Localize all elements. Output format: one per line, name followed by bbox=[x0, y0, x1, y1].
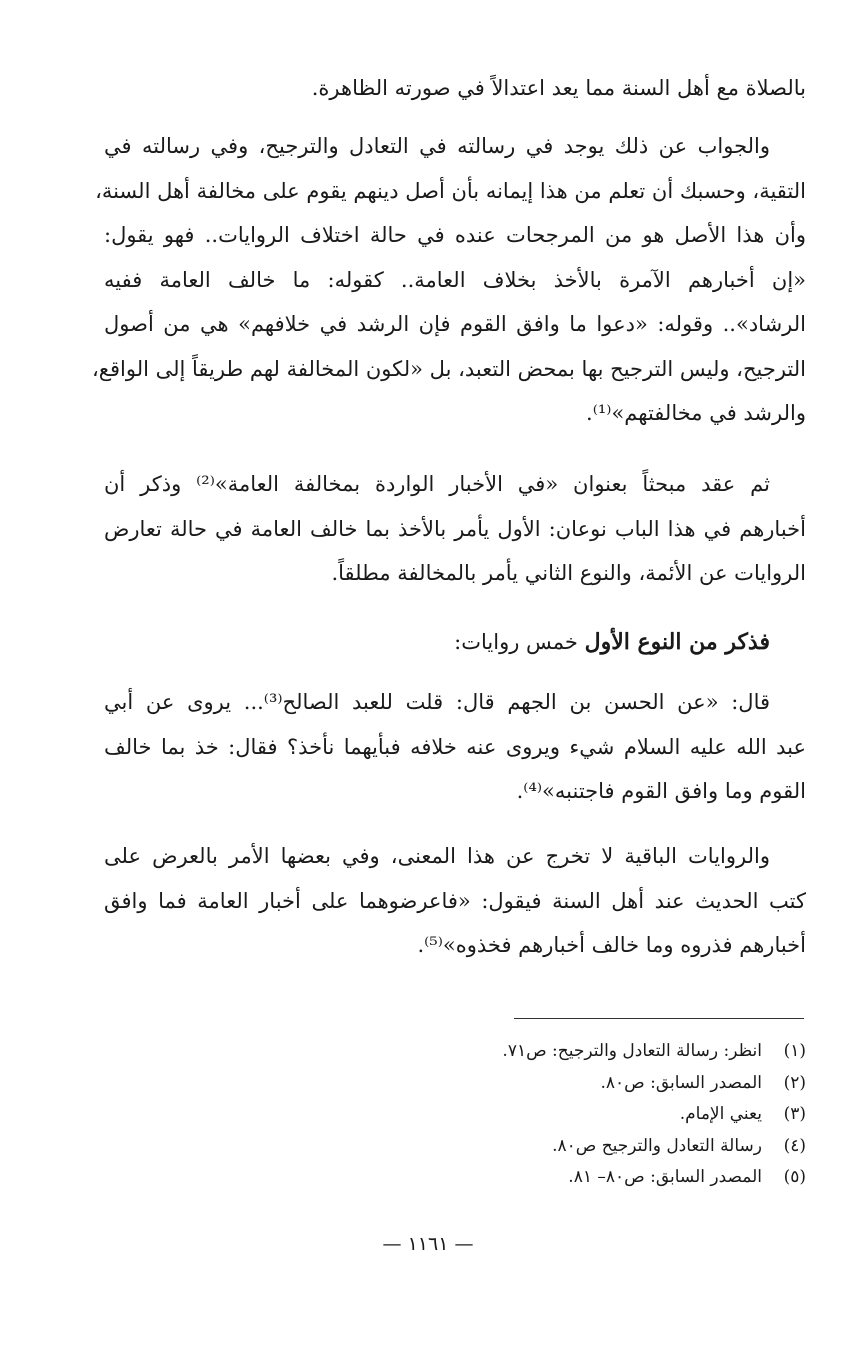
text-line: والرشد في مخالفتهم»⁽¹⁾. bbox=[586, 401, 806, 425]
footnote-text: يعني الإمام. bbox=[679, 1104, 762, 1124]
footnote-number: (١) bbox=[783, 1041, 806, 1061]
footnotes bbox=[306, 1036, 806, 1194]
text-line: أخبارهم في هذا الباب نوعان: الأول يأمر بالأخذ بما خالف العامة في حالة تعارض bbox=[104, 516, 806, 541]
footnote-text: انظر: رسالة التعادل والترجيح: ص٧١. bbox=[502, 1041, 762, 1061]
text-line: بالصلاة مع أهل السنة مما يعد اعتدالاً في صورته الظاهرة. bbox=[311, 76, 806, 100]
footnote-number: (٥) bbox=[783, 1167, 806, 1187]
paragraph-remaining bbox=[104, 834, 806, 968]
text-line: والجواب عن ذلك يوجد في رسالته في التعادل والترجيح، وفي رسالته في bbox=[104, 134, 770, 158]
footnote-item bbox=[306, 1036, 806, 1068]
footnote-item bbox=[306, 1099, 806, 1131]
footnote-item bbox=[306, 1162, 806, 1194]
subheading-line bbox=[104, 620, 806, 665]
subheading bbox=[104, 620, 806, 665]
text-line: والروايات الباقية لا تخرج عن هذا المعنى، وفي بعضها الأمر بالعرض على bbox=[104, 844, 770, 868]
footnote-number: (٣) bbox=[783, 1104, 806, 1124]
subheading-bold: فذكر من النوع الأول bbox=[584, 629, 770, 655]
footnote-item bbox=[306, 1068, 806, 1100]
footnote-text: المصدر السابق: ص٨٠– ٨١. bbox=[568, 1167, 762, 1187]
text-line: الترجيح، وليس الترجيح بها بمحض التعبد، بل «لكون المخالفة لهم طريقاً إلى الواقع، bbox=[92, 356, 806, 381]
text-line: الروايات عن الأئمة، والنوع الثاني يأمر بالمخالفة مطلقاً. bbox=[331, 561, 806, 585]
text-line: الرشاد».. وقوله: «دعوا ما وافق القوم فإن الرشد في خلافهم» هي من أصول bbox=[104, 312, 806, 336]
text-line: التقية، وحسبك أن تعلم من هذا إيمانه بأن أصل دينهم يقوم على مخالفة أهل السنة، bbox=[95, 178, 806, 203]
text-line: قال: «عن الحسن بن الجهم قال: قلت للعبد الصالح⁽³⁾... يروى عن أبي bbox=[104, 690, 771, 714]
paragraph-continuation bbox=[104, 66, 806, 111]
text-line: «إن أخبارهم الآمرة بالأخذ بخلاف العامة.. كقوله: ما خالف العامة ففيه bbox=[104, 267, 806, 292]
footnote-number: (٢) bbox=[783, 1072, 806, 1093]
footnote-item bbox=[306, 1131, 806, 1163]
text-line: وأن هذا الأصل هو من المرجحات عنده في حالة اختلاف الروايات.. فهو يقول: bbox=[104, 223, 806, 247]
footnote-text: رسالة التعادل والترجيح ص٨٠. bbox=[552, 1135, 762, 1156]
footnote-number: (٤) bbox=[783, 1135, 806, 1156]
text-line: عبد الله عليه السلام شيء ويروى عنه خلافه فبأيهما نأخذ؟ فقال: خذ بما خالف bbox=[104, 734, 806, 759]
footnote-text: المصدر السابق: ص٨٠. bbox=[600, 1072, 762, 1093]
text-line: أخبارهم فذروه وما خالف أخبارهم فخذوه»⁽⁵⁾. bbox=[417, 933, 806, 957]
text-line: كتب الحديث عند أهل السنة فيقول: «فاعرضوهما على أخبار العامة فما وافق bbox=[104, 888, 806, 913]
page-number: — ١١٦١ — bbox=[382, 1233, 474, 1255]
text-line: القوم وما وافق القوم فاجتنبه»⁽⁴⁾. bbox=[516, 779, 806, 803]
text-line: ثم عقد مبحثاً بعنوان «في الأخبار الواردة بمخالفة العامة»⁽²⁾ وذكر أن bbox=[104, 472, 770, 496]
footnote-divider bbox=[514, 1018, 804, 1019]
subheading-rest: خمس روايات: bbox=[454, 630, 585, 654]
paragraph-narration bbox=[104, 680, 806, 814]
paragraph-answer bbox=[92, 124, 806, 436]
paragraph-section bbox=[104, 462, 806, 596]
